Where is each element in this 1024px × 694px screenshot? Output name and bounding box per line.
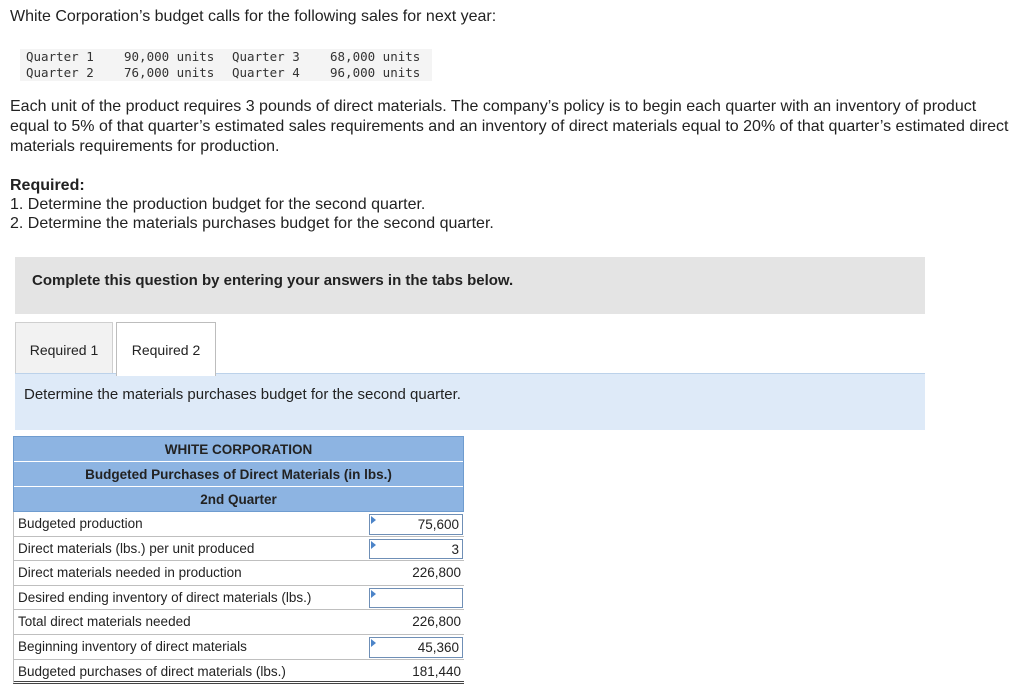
dropdown-marker-icon: [371, 639, 376, 647]
total-materials-value: 226,800: [412, 614, 461, 630]
table-row: [13, 610, 464, 635]
input-value: 75,600: [417, 517, 459, 532]
sales-table: [20, 49, 432, 81]
budgeted-purchases-value: 181,440: [412, 663, 461, 679]
budget-header: [13, 436, 464, 512]
quarter-label: Quarter 1: [20, 49, 118, 65]
quarter-units: 68,000 units: [324, 49, 432, 65]
budget-title: Budgeted Purchases of Direct Materials (in lbs.): [14, 462, 463, 487]
table-row: [13, 512, 464, 537]
table-row: [13, 561, 464, 586]
required-heading: Required:: [10, 177, 85, 194]
row-label: Total direct materials needed: [18, 614, 191, 630]
budget-period: 2nd Quarter: [14, 487, 463, 512]
budgeted-production-input[interactable]: [369, 514, 463, 535]
instruction-banner: Complete this question by entering your answers in the tabs below.: [15, 257, 925, 314]
table-row: [13, 635, 464, 660]
sales-row: [20, 65, 432, 81]
input-value: 3: [451, 541, 459, 557]
row-label: Beginning inventory of direct materials: [18, 638, 247, 654]
desired-ending-inventory-input[interactable]: [369, 588, 463, 609]
required-section: [10, 176, 494, 233]
dropdown-marker-icon: [371, 516, 376, 524]
intro-text: White Corporation’s budget calls for the following sales for next year:: [10, 8, 497, 25]
tab-instruction: Determine the materials purchases budget for the second quarter.: [15, 373, 925, 430]
quarter-label: Quarter 3: [226, 49, 324, 65]
table-row: [13, 660, 464, 685]
input-value: 45,360: [417, 639, 459, 655]
quarter-units: 76,000 units: [118, 65, 226, 81]
problem-paragraph: Each unit of the product requires 3 pounds of direct materials. The company’s policy is to begin each quarter with an inventory of product equal to 5% of that quarter’s estimated sales requirements and an inventory of direct materials equal to 20% of that quarter’s estimated direct materials requirements for production.: [10, 98, 1009, 155]
company-name: WHITE CORPORATION: [14, 437, 463, 462]
required-item: 1. Determine the production budget for the second quarter.: [10, 196, 426, 213]
quarter-label: Quarter 2: [20, 65, 118, 81]
materials-needed-value: 226,800: [412, 565, 461, 581]
table-row: [13, 537, 464, 562]
row-label: Budgeted purchases of direct materials (lbs.): [18, 663, 286, 679]
row-label: Direct materials (lbs.) per unit produced: [18, 540, 255, 556]
dropdown-marker-icon: [371, 541, 376, 549]
quarter-label: Quarter 4: [226, 65, 324, 81]
tab-required-1[interactable]: Required 1: [15, 322, 113, 374]
required-item: 2. Determine the materials purchases budget for the second quarter.: [10, 215, 494, 232]
quarter-units: 90,000 units: [118, 49, 226, 65]
row-label: Direct materials needed in production: [18, 565, 242, 581]
sales-row: [20, 49, 432, 65]
dropdown-marker-icon: [371, 590, 376, 598]
quarter-units: 96,000 units: [324, 65, 432, 81]
tab-required-2[interactable]: Required 2: [116, 322, 216, 376]
materials-per-unit-input[interactable]: [369, 539, 463, 560]
table-row: [13, 586, 464, 611]
row-label: Desired ending inventory of direct materials (lbs.): [18, 589, 312, 605]
budget-table: [13, 436, 464, 684]
beginning-inventory-input[interactable]: [369, 637, 463, 658]
row-label: Budgeted production: [18, 516, 143, 531]
